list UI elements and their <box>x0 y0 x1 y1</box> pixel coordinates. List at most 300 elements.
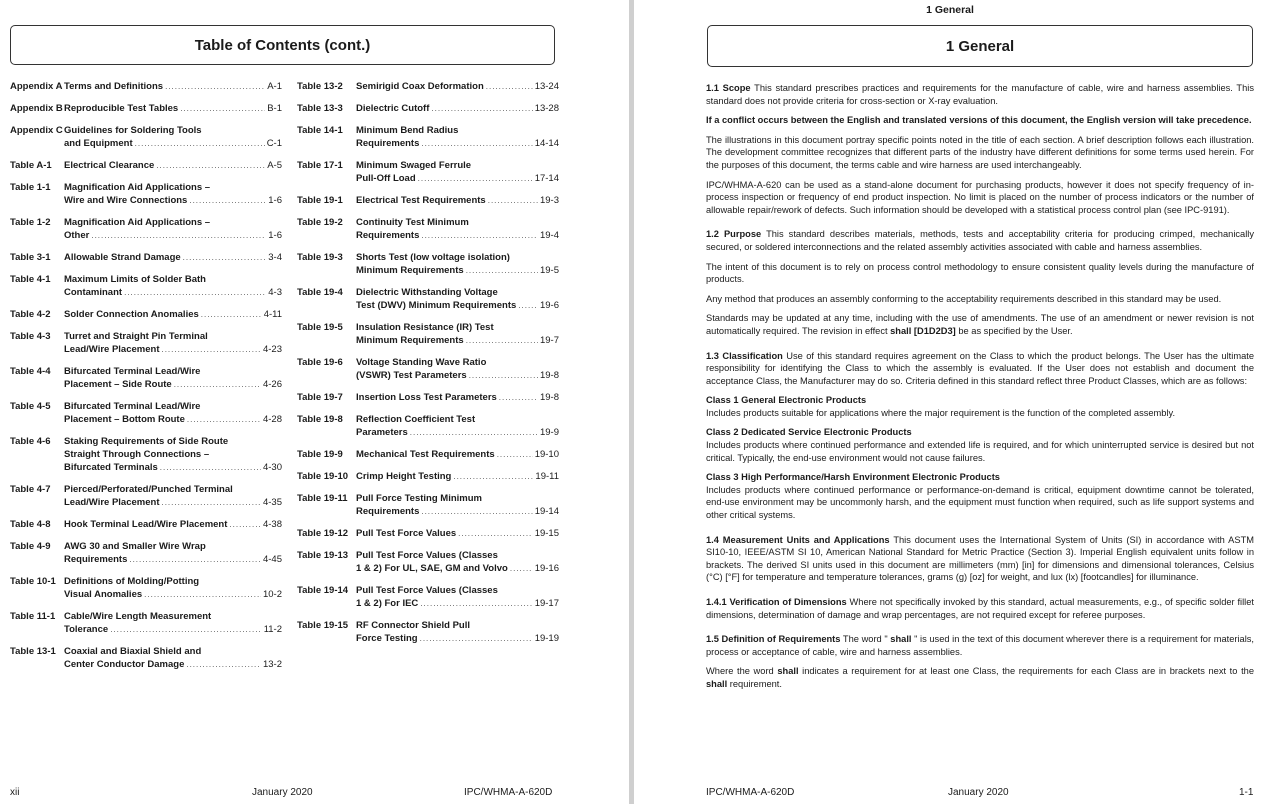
toc-entry-title: Pull-Off Load <box>356 173 416 184</box>
toc-entry <box>297 448 559 461</box>
toc-entry-label: Appendix C <box>10 125 63 136</box>
toc-entry-line <box>64 496 282 509</box>
toc-entry-page: 14-14 <box>534 138 559 149</box>
toc-dot-leader <box>229 518 261 531</box>
toc-entry-label: Table 17-1 <box>297 160 343 171</box>
body-paragraph <box>706 114 1254 127</box>
toc-entry-line <box>64 378 282 391</box>
class-heading: Class 1 General Electronic Products <box>706 395 867 406</box>
toc-entry-label: Table 4-2 <box>10 309 51 320</box>
toc-entry-title: Magnification Aid Applications – <box>64 182 211 193</box>
toc-entry <box>297 102 559 115</box>
toc-entry-title: Requirements <box>356 230 420 241</box>
toc-dot-leader <box>201 308 262 321</box>
paragraph-text: Where not specifically invoked by this standard, actual measurements, e.g., of specific solder fillet dimensions, determination of damage and wrap percentages, are not required except for referee purposes. <box>706 597 1254 620</box>
toc-entry-title: Cable/Wire Length Measurement <box>64 611 212 622</box>
paragraph-text: This document uses the International System of Units (SI) in accordance with ASTM SI10-10, IEEE/ASTM SI 10, American National Standard for Metric Practice (Section 3). Imperial English equivalent units follow in brackets. The derived SI units used in this document are millimeters (mm) [in] for dimensions and dimensional tolerances, Celsius (°C) [°F] for temperature and temperature tolerances, grams (g) [oz] for weight, and lux (lx) [footcandles] for illuminance. <box>706 534 1255 583</box>
toc-entry-line <box>64 658 282 671</box>
body-paragraph <box>706 596 1254 621</box>
toc-entry-label: Table 19-8 <box>297 414 343 425</box>
toc-entry-title: Bifurcated Terminals <box>64 462 158 473</box>
toc-entry <box>297 619 559 645</box>
paragraph-text: Where the word <box>706 666 778 677</box>
toc-entry-label: Table 4-3 <box>10 331 51 342</box>
toc-entry-page: 4-23 <box>262 344 282 355</box>
toc-dot-leader <box>518 299 538 312</box>
toc-entry-page: 19-8 <box>539 392 559 403</box>
toc-entry-line <box>356 470 559 483</box>
toc-entry-title: Pull Force Testing Minimum <box>356 493 482 504</box>
toc-entry-line <box>64 308 282 321</box>
toc-entry-title: Mechanical Test Requirements <box>356 449 495 460</box>
toc-dot-leader <box>165 80 265 93</box>
toc-entry <box>10 330 282 356</box>
paragraph-text: The illustrations in this document portray specific points noted in the title of each section. A brief description follows each illustration. The development committee recognizes that different parts of the industry have different definitions for some terms used herein. For the purposes of this document, the terms cable and wire harness are used interchangeably. <box>706 134 1254 170</box>
left-page <box>0 0 629 804</box>
toc-entry-page: 1-6 <box>268 230 282 241</box>
toc-entry-line <box>64 229 282 242</box>
toc-entry-title: Lead/Wire Placement <box>64 497 160 508</box>
toc-entry-label: Table 4-5 <box>10 401 51 412</box>
toc-entry-page: A-1 <box>267 81 282 92</box>
toc-entry-title: Other <box>64 230 90 241</box>
toc-entry-title: Terms and Definitions <box>64 81 164 92</box>
toc-column-right <box>297 80 559 654</box>
toc-entry-line <box>356 299 559 312</box>
toc-entry-title: Placement – Bottom Route <box>64 414 185 425</box>
toc-entry <box>10 124 282 150</box>
toc-entry-title: Magnification Aid Applications – <box>64 217 211 228</box>
right-page <box>634 0 1266 804</box>
paragraph-text: This standard describes materials, methods, tests and acceptability criteria for producing crimped, mechanically secured, or soldered interconnections and the related assembly activities associated with cable and harness assemblies. <box>706 229 1254 252</box>
toc-entry <box>297 549 559 575</box>
chapter-body <box>706 82 1254 698</box>
toc-entry <box>297 80 559 93</box>
body-paragraph <box>706 350 1254 388</box>
toc-entry <box>297 391 559 404</box>
paragraph-text: IPC/WHMA-A-620 can be used as a stand-alone document for purchasing products, however it does not specify frequency of in-process inspection or frequency of end product inspection. No limit is placed on the number of process indicators or the number of allowable repair/rework of defects. Such information should be developed with a statistical process control plan (see IPC-9191). <box>706 179 1254 215</box>
toc-entry-title: Minimum Bend Radius <box>356 125 459 136</box>
footer-doc-id: IPC/WHMA-A-620D <box>464 787 553 798</box>
toc-entry-title: Reproducible Test Tables <box>64 103 179 114</box>
emphasis: shall [D1D2D3] <box>890 325 956 336</box>
toc-entry <box>297 470 559 483</box>
toc-entry-page: 19-19 <box>534 633 559 644</box>
toc-entry-page: A-5 <box>267 160 282 171</box>
toc-entry-line <box>356 562 559 575</box>
toc-entry-title: Dielectric Withstanding Voltage <box>356 287 498 298</box>
toc-entry <box>10 400 282 426</box>
toc-entry-page: 13-28 <box>534 103 559 114</box>
paragraph-text: The word " <box>842 634 891 645</box>
toc-dot-leader <box>160 461 261 474</box>
toc-entry <box>10 80 282 93</box>
toc-entry-page: 19-11 <box>535 471 559 482</box>
toc-entry-title: Placement – Side Route <box>64 379 172 390</box>
toc-dot-leader <box>420 632 533 645</box>
toc-entry-page: 19-5 <box>539 265 559 276</box>
toc-entry-page: 3-4 <box>268 252 282 263</box>
toc-entry-page: 4-38 <box>262 519 282 530</box>
toc-entry-title: Requirements <box>356 138 420 149</box>
toc-entry-page: 10-2 <box>262 589 282 600</box>
toc-dot-leader <box>129 553 261 566</box>
toc-dot-leader <box>180 102 265 115</box>
section-heading: 1.4.1 Verification of Dimensions <box>706 597 847 607</box>
toc-entry <box>297 286 559 312</box>
footer-page-number: 1-1 <box>1239 787 1254 798</box>
toc-entry-page: 13-2 <box>262 659 282 670</box>
toc-dot-leader <box>91 229 266 242</box>
toc-entry <box>297 527 559 540</box>
toc-entry-title: Test (DWV) Minimum Requirements <box>356 300 517 311</box>
toc-dot-leader <box>183 251 267 264</box>
toc-entry-label: Table 19-3 <box>297 252 343 263</box>
class-description: Includes products where continued performance or performance-on-demand is critical, equipment downtime cannot be tolerated, end-use environment may be uncommonly harsh, and the equipment must function when required, such as life support systems and other critical systems. <box>706 484 1254 521</box>
paragraph-text: be as specified by the User. <box>955 325 1073 336</box>
toc-entry-page: 4-35 <box>262 497 282 508</box>
body-paragraph <box>706 633 1254 658</box>
paragraph-text: indicates a requirement for at least one Class, the requirements for each Class are in brackets next to the <box>798 666 1254 677</box>
toc-entry-page: C-1 <box>266 138 282 149</box>
toc-entry-title: Bifurcated Terminal Lead/Wire <box>64 366 201 377</box>
toc-dot-leader <box>421 137 532 150</box>
footer-page-number: xii <box>10 787 20 798</box>
class-heading: Class 2 Dedicated Service Electronic Products <box>706 427 912 438</box>
toc-entry-title: Definitions of Molding/Potting <box>64 576 200 587</box>
toc-entry-page: 1-6 <box>268 195 282 206</box>
toc-entry-title: Minimum Swaged Ferrule <box>356 160 472 171</box>
toc-entry-label: Table 10-1 <box>10 576 56 587</box>
toc-entry-line <box>64 159 282 172</box>
paragraph-text: " is used in the text of this document wherever there is a requirement for materials, process or acceptance of cable, wire and harness assemblies. <box>706 634 1254 657</box>
toc-entry-label: Table 13-3 <box>297 103 343 114</box>
paragraph-text: This standard prescribes practices and requirements for the manufacture of cable, wire and harness assemblies. This standard does not provide criteria for cross-section or X-ray evaluation. <box>706 83 1254 106</box>
toc-entry-label: Table 19-9 <box>297 449 343 460</box>
toc-entry <box>10 645 282 671</box>
toc-entry-line <box>356 194 559 207</box>
toc-entry <box>297 492 559 518</box>
toc-entry-line <box>64 286 282 299</box>
toc-dot-leader <box>486 80 533 93</box>
toc-entry-title: Straight Through Connections – <box>64 449 210 460</box>
toc-entry-label: Table 19-13 <box>297 550 349 561</box>
toc-entry <box>10 365 282 391</box>
toc-entry-title: 1 & 2) For IEC <box>356 598 419 609</box>
toc-dot-leader <box>186 658 261 671</box>
class-description: Includes products suitable for applications where the major requirement is the function of the completed assembly. <box>706 407 1176 418</box>
toc-entry-label: Table 13-2 <box>297 81 343 92</box>
toc-entry-label: Table 4-1 <box>10 274 51 285</box>
toc-entry <box>10 518 282 531</box>
toc-entry-page: 4-45 <box>262 554 282 565</box>
emphasis: shall <box>890 634 912 645</box>
toc-dot-leader <box>189 194 266 207</box>
toc-dot-leader <box>124 286 266 299</box>
toc-entry-label: Table 1-1 <box>10 182 51 193</box>
toc-dot-leader <box>135 137 265 150</box>
toc-entry-line <box>64 251 282 264</box>
toc-entry-line <box>356 426 559 439</box>
toc-dot-leader <box>174 378 261 391</box>
toc-entry-page: 19-15 <box>534 528 559 539</box>
toc-entry-title: AWG 30 and Smaller Wire Wrap <box>64 541 206 552</box>
class-description: Includes products where continued performance and extended life is required, and for which uninterrupted service is desired but not critical. Typically, the end-use environment would not cause failures. <box>706 440 1254 463</box>
toc-entry-page: B-1 <box>267 103 282 114</box>
toc-entry-title: Electrical Test Requirements <box>356 195 486 206</box>
toc-entry-line <box>64 588 282 601</box>
body-paragraph <box>706 665 1254 690</box>
toc-entry-page: 19-9 <box>539 427 559 438</box>
section-heading: 1.3 Classification <box>706 350 783 361</box>
toc-entry-line <box>356 172 559 185</box>
toc-dot-leader <box>497 448 533 461</box>
toc-entry-label: Table 19-2 <box>297 217 343 228</box>
toc-entry-page: 4-11 <box>263 309 282 320</box>
toc-entry-page: 4-30 <box>262 462 282 473</box>
paragraph-text: Use of this standard requires agreement on the Class to which the product belongs. The User has the ultimate responsibility for identifying the Class to which the assembly is evaluated. If the User does not establish and document the acceptance Class, the Manufacturer may do so. Criteria defined in this standard reflect three Product Classes, which are as follows: <box>706 350 1254 386</box>
toc-entry-page: 4-26 <box>262 379 282 390</box>
toc-entry-page: 19-7 <box>539 335 559 346</box>
toc-entry <box>10 540 282 566</box>
toc-entry-title: Shorts Test (low voltage isolation) <box>356 252 510 263</box>
body-paragraph <box>706 228 1254 253</box>
toc-entry-line <box>356 505 559 518</box>
toc-entry-label: Table 19-11 <box>297 493 348 504</box>
toc-entry-line <box>64 137 282 150</box>
toc-entry-page: 11-2 <box>263 624 282 635</box>
toc-entry-title: Maximum Limits of Solder Bath <box>64 274 206 285</box>
toc-title-box <box>10 25 555 65</box>
toc-entry-page: 19-10 <box>534 449 559 460</box>
toc-title: Table of Contents (cont.) <box>194 36 371 54</box>
toc-entry-title: Visual Anomalies <box>64 589 143 600</box>
toc-entry-line <box>356 80 559 93</box>
toc-entry-label: Appendix A <box>10 81 63 92</box>
toc-dot-leader <box>499 391 538 404</box>
toc-entry-title: 1 & 2) For UL, SAE, GM and Volvo <box>356 563 508 574</box>
toc-dot-leader <box>510 562 533 575</box>
toc-entry-line <box>356 632 559 645</box>
toc-entry-label: Table 19-12 <box>297 528 349 539</box>
toc-entry <box>10 575 282 601</box>
toc-entry-label: Table 14-1 <box>297 125 343 136</box>
toc-entry-line <box>64 343 282 356</box>
toc-entry-line <box>64 194 282 207</box>
toc-entry-title: Electrical Clearance <box>64 160 155 171</box>
toc-entry-title: Tolerance <box>64 624 109 635</box>
toc-entry-label: Table 1-2 <box>10 217 51 228</box>
toc-entry-title: Coaxial and Biaxial Shield and <box>64 646 202 657</box>
toc-entry-title: Hook Terminal Lead/Wire Placement <box>64 519 228 530</box>
section-heading: 1.5 Definition of Requirements <box>706 634 841 645</box>
toc-entry-title: Crimp Height Testing <box>356 471 452 482</box>
toc-entry-line <box>64 518 282 531</box>
toc-entry-page: 19-14 <box>534 506 559 517</box>
toc-entry-page: 4-28 <box>262 414 282 425</box>
toc-entry-page: 19-8 <box>539 370 559 381</box>
toc-entry-title: Dielectric Cutoff <box>356 103 430 114</box>
toc-entry <box>297 159 559 185</box>
toc-entry-title: and Equipment <box>64 138 133 149</box>
chapter-title-box <box>707 25 1253 67</box>
toc-entry-title: Reflection Coefficient Test <box>356 414 476 425</box>
body-paragraph <box>706 82 1254 107</box>
toc-entry-label: Table 4-9 <box>10 541 51 552</box>
toc-entry <box>297 356 559 382</box>
toc-entry-title: Wire and Wire Connections <box>64 195 188 206</box>
toc-entry-title: Minimum Requirements <box>356 265 464 276</box>
toc-entry-page: 19-3 <box>539 195 559 206</box>
toc-entry <box>10 273 282 299</box>
footer-date: January 2020 <box>252 787 313 798</box>
toc-entry-title: Pull Test Force Values <box>356 528 457 539</box>
toc-entry-page: 4-3 <box>268 287 282 298</box>
toc-entry-line <box>356 137 559 150</box>
toc-entry-label: Table 19-6 <box>297 357 343 368</box>
toc-dot-leader <box>161 496 261 509</box>
body-paragraph <box>706 179 1254 217</box>
toc-entry-line <box>64 553 282 566</box>
toc-entry <box>10 435 282 474</box>
toc-entry-line <box>64 413 282 426</box>
paragraph-text: Standards may be updated at any time, including with the use of amendments. The use of an amendment or newer revision is not automatically required. The revision in effect <box>706 313 1254 336</box>
toc-entry-label: Table 19-5 <box>297 322 343 333</box>
toc-entry-label: Table 19-7 <box>297 392 343 403</box>
toc-dot-leader <box>488 194 538 207</box>
toc-dot-leader <box>458 527 533 540</box>
toc-dot-leader <box>161 343 261 356</box>
toc-entry-title: Continuity Test Minimum <box>356 217 469 228</box>
toc-dot-leader <box>418 172 533 185</box>
toc-entry-label: Table 19-14 <box>297 585 349 596</box>
toc-entry-title: Staking Requirements of Side Route <box>64 436 229 447</box>
toc-entry-title: Pull Test Force Values (Classes <box>356 550 498 561</box>
toc-dot-leader <box>431 102 532 115</box>
toc-dot-leader <box>187 413 261 426</box>
toc-entry-title: Parameters <box>356 427 408 438</box>
emphasis: shall <box>706 678 728 689</box>
paragraph-text: Any method that produces an assembly conforming to the acceptability requirements described in this standard may be used. <box>706 293 1222 304</box>
toc-entry <box>297 321 559 347</box>
toc-entry-page: 13-24 <box>534 81 559 92</box>
toc-entry-title: Bifurcated Terminal Lead/Wire <box>64 401 201 412</box>
emphasis: shall <box>777 666 799 677</box>
toc-entry-line <box>64 623 282 636</box>
toc-entry-label: Table 4-4 <box>10 366 51 377</box>
toc-entry <box>297 124 559 150</box>
body-paragraph <box>706 261 1254 286</box>
toc-dot-leader <box>421 505 532 518</box>
toc-entry-title: Requirements <box>356 506 420 517</box>
class-heading: Class 3 High Performance/Harsh Environment Electronic Products <box>706 472 1000 483</box>
toc-entry-label: Table 4-7 <box>10 484 51 495</box>
toc-entry-page: 19-6 <box>539 300 559 311</box>
paragraph-text: requirement. <box>727 678 782 689</box>
toc-entry-line <box>356 229 559 242</box>
toc-entry-label: Table 13-1 <box>10 646 56 657</box>
toc-entry <box>10 308 282 321</box>
toc-entry-line <box>64 461 282 474</box>
toc-entry-title: Contaminant <box>64 287 123 298</box>
toc-entry <box>297 413 559 439</box>
toc-entry-line <box>356 264 559 277</box>
toc-entry-title: Allowable Strand Damage <box>64 252 181 263</box>
section-heading: 1.2 Purpose <box>706 229 762 240</box>
toc-dot-leader <box>421 229 538 242</box>
toc-entry-label: Table 19-15 <box>297 620 349 631</box>
toc-entry-title: Voltage Standing Wave Ratio <box>356 357 487 368</box>
toc-entry <box>297 194 559 207</box>
footer-date: January 2020 <box>948 787 1009 798</box>
toc-entry-page: 19-16 <box>534 563 559 574</box>
toc-entry-title: Guidelines for Soldering Tools <box>64 125 202 136</box>
toc-entry-title: Force Testing <box>356 633 418 644</box>
toc-entry-line <box>356 448 559 461</box>
toc-dot-leader <box>156 159 265 172</box>
toc-entry-title: RF Connector Shield Pull <box>356 620 471 631</box>
toc-entry-title: Minimum Requirements <box>356 335 464 346</box>
toc-entry-label: Appendix B <box>10 103 63 114</box>
toc-column-left <box>10 80 282 680</box>
toc-dot-leader <box>110 623 262 636</box>
toc-entry-page: 19-4 <box>539 230 559 241</box>
toc-entry-title: Semirigid Coax Deformation <box>356 81 484 92</box>
toc-entry-title: Insulation Resistance (IR) Test <box>356 322 494 333</box>
toc-entry-line <box>356 597 559 610</box>
toc-entry-label: Table 4-6 <box>10 436 51 447</box>
toc-entry-title: (VSWR) Test Parameters <box>356 370 467 381</box>
toc-entry-title: Pull Test Force Values (Classes <box>356 585 498 596</box>
toc-entry-line <box>356 369 559 382</box>
toc-entry-line <box>356 391 559 404</box>
toc-entry-title: Center Conductor Damage <box>64 659 185 670</box>
chapter-title: 1 General <box>945 37 1015 55</box>
toc-dot-leader <box>466 264 538 277</box>
section-heading: 1.1 Scope <box>706 83 751 93</box>
toc-entry-line <box>356 102 559 115</box>
toc-entry <box>10 251 282 264</box>
toc-entry-title: Turret and Straight Pin Terminal <box>64 331 208 342</box>
toc-entry-label: Table A-1 <box>10 160 52 171</box>
toc-dot-leader <box>144 588 261 601</box>
toc-entry-label: Table 3-1 <box>10 252 51 263</box>
toc-entry-title: Lead/Wire Placement <box>64 344 160 355</box>
toc-entry <box>10 102 282 115</box>
toc-entry-title: Insertion Loss Test Parameters <box>356 392 497 403</box>
body-paragraph <box>706 293 1254 306</box>
toc-entry <box>297 216 559 242</box>
toc-entry <box>297 584 559 610</box>
toc-dot-leader <box>466 334 538 347</box>
toc-entry <box>10 216 282 242</box>
footer-doc-id: IPC/WHMA-A-620D <box>706 787 795 798</box>
toc-dot-leader <box>469 369 538 382</box>
toc-dot-leader <box>410 426 538 439</box>
toc-entry-page: 19-17 <box>534 598 559 609</box>
running-head: 1 General <box>926 4 974 16</box>
paragraph-text: The intent of this document is to rely on process control methodology to ensure consistent quality levels during the manufacture of products. <box>706 261 1254 285</box>
toc-dot-leader <box>420 597 532 610</box>
toc-entry-title: Requirements <box>64 554 128 565</box>
toc-entry-line <box>64 102 282 115</box>
body-paragraph <box>706 134 1254 172</box>
toc-entry <box>10 610 282 636</box>
body-paragraph <box>706 534 1254 584</box>
body-paragraph <box>706 312 1254 337</box>
toc-entry <box>10 483 282 509</box>
toc-dot-leader <box>453 470 533 483</box>
